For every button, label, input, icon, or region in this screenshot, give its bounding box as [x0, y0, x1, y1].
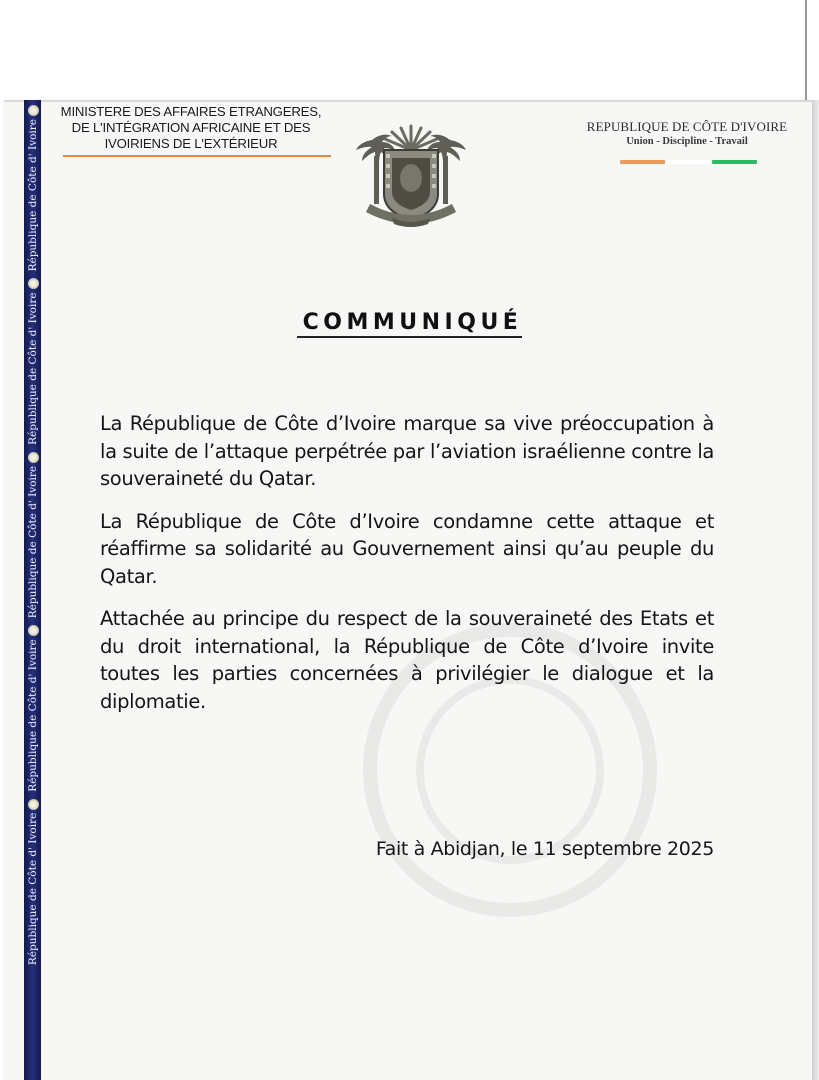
ribbon-seal-icon [28, 625, 39, 636]
ministry-underline [63, 155, 331, 157]
place-and-date: Fait à Abidjan, le 11 septembre 2025 [375, 838, 714, 860]
ribbon-segment [25, 100, 42, 273]
coat-of-arms-icon [352, 120, 470, 230]
flag-bar-green [712, 160, 757, 164]
flag-color-bars [620, 160, 760, 165]
page-edge-shadow [812, 100, 819, 1080]
ribbon-segment [25, 794, 42, 967]
flag-bar-white [666, 160, 711, 164]
ribbon-seal-icon [28, 278, 39, 289]
document-body [100, 410, 714, 730]
national-motto: Union - Discipline - Travail [626, 136, 748, 147]
ministry-line-2: DE L'INTÉGRATION AFRICAINE ET DES [71, 120, 311, 135]
side-ribbon-text [25, 100, 42, 1080]
ribbon-segment [25, 447, 42, 620]
title-text: COMMUNIQUÉ [297, 310, 523, 338]
ribbon-seal-icon [28, 105, 39, 116]
flag-bar-orange [620, 160, 665, 164]
ministry-line-3: IVOIRIENS DE L'EXTÉRIEUR [104, 136, 278, 151]
ministry-line-1: MINISTERE DES AFFAIRES ETRANGERES, [60, 104, 322, 119]
ribbon-label: République de Côte d' Ivoire [26, 292, 39, 445]
ribbon-label: République de Côte d' Ivoire [26, 812, 39, 966]
ribbon-label: République de Côte d' Ivoire [26, 119, 39, 272]
ribbon-label: République de Côte d' Ivoire [26, 465, 39, 619]
paragraph-2: La République de Côte d’Ivoire condamne cette attaque et réaffirme sa solidarité au Gouvernement ainsi qu’au peuple du Qatar. [100, 509, 714, 588]
paragraph-1: La République de Côte d’Ivoire marque sa vive préoccupation à la suite de l’attaque perpétrée par l’aviation israélienne contre la souveraineté du Qatar. [100, 412, 714, 490]
ministry-header [45, 104, 337, 152]
ribbon-label: République de Côte d' Ivoire [26, 639, 39, 792]
side-ribbon [24, 100, 41, 1080]
paragraph-3: Attachée au principe du respect de la souveraineté des Etats et du droit international, la République de Côte d’Ivoire invite toutes les parties concernées à privilégier le dialogue et la diplomatie. [100, 607, 714, 713]
ribbon-segment [25, 273, 42, 446]
republic-header [572, 119, 802, 149]
ribbon-seal-icon [28, 452, 39, 463]
country-name: REPUBLIQUE DE CÔTE D'IVOIRE [586, 119, 788, 134]
ribbon-seal-icon [28, 799, 39, 810]
ribbon-segment [25, 620, 42, 793]
document-title [0, 310, 819, 338]
